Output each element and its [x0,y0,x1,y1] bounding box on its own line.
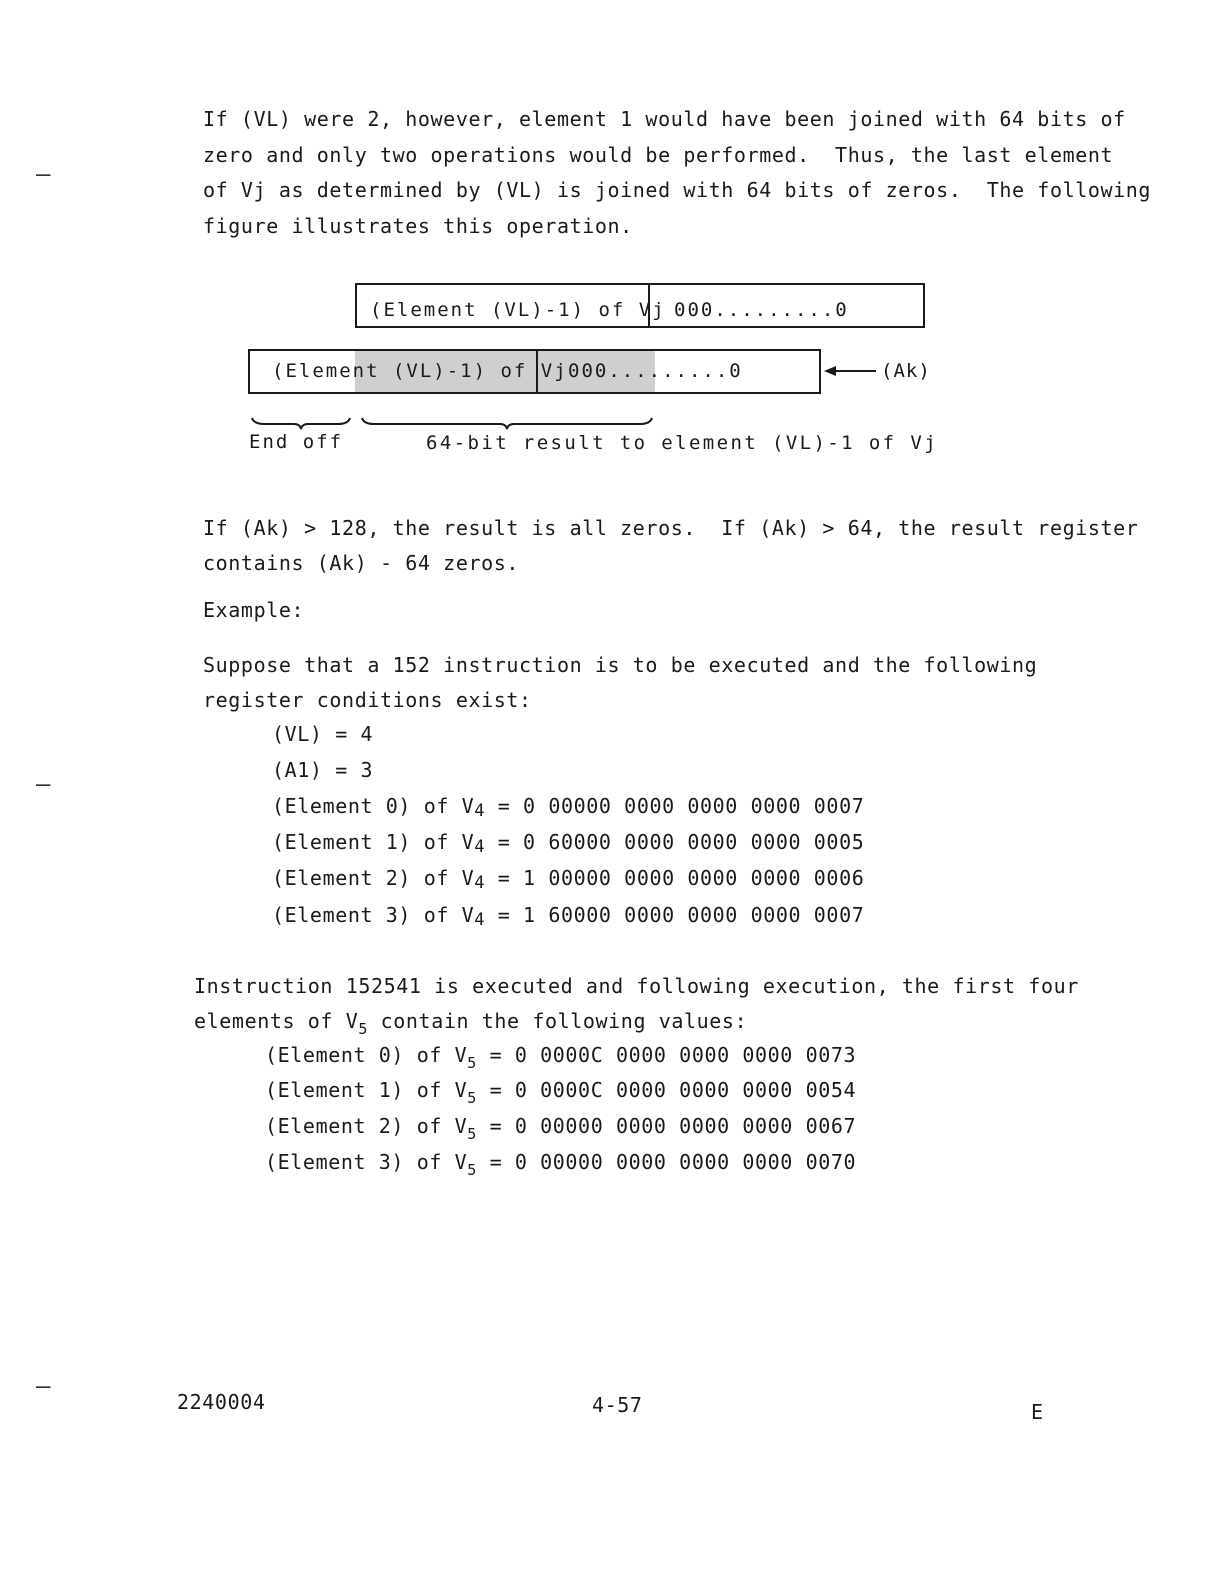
paragraph-line: If (Ak) > 128, the result is all zeros. If (Ak) > 64, the result register [203,516,1139,540]
paragraph-line: figure illustrates this operation. [203,214,633,238]
paragraph-line: of Vj as determined by (VL) is joined with 64 bits of zeros. The following [203,178,1152,202]
brace-icon [250,414,352,430]
margin-mark: ― [36,1372,51,1400]
condition-line: (A1) = 3 [272,758,374,782]
margin-mark: ― [36,160,51,188]
ak-label: (Ak) [881,360,931,382]
paragraph-line: Suppose that a 152 instruction is to be executed and the following [203,653,1038,677]
paragraph-line: elements of $V_5$ contain the following values: [194,1009,748,1038]
paragraph-line: zero and only two operations would be performed. Thus, the last element [203,143,1114,167]
v4-element-row: (Element 2) of V4 = 1 00000 0000 0000 0000 0006 [272,866,865,893]
page-number: 4-57 [592,1393,643,1417]
v5-element-row: (Element 0) of $V_5 = 0$ 0000C 0000 0000 0000 0073 [265,1043,857,1072]
margin-mark: ― [36,770,51,798]
end-off-label: End off [249,431,344,453]
v4-element-row: (Element 0) of V4 = 0 00000 0000 0000 0000 0007 [272,794,865,821]
shifted-element-label: (Element (VL)-1) of Vj [272,360,568,382]
shifted-zeros-label: 000.........0 [568,360,743,382]
v5-element-row: (Element 1) of $V_5 = 0$ 0000C 0000 0000 0000 0054 [265,1078,857,1107]
source-element-label: (Element (VL)-1) of Vj [370,299,666,321]
v5-element-row: (Element 3) of $V_5 = 0$ 00000 0000 0000 0000 0070 [265,1150,857,1179]
paragraph-line: contains (Ak) - 64 zeros. [203,551,520,575]
result-label: 64-bit result to element (VL)-1 of Vj [426,432,939,454]
revision-letter: E [1031,1400,1044,1424]
example-heading: Example: [203,598,305,622]
ak-arrow-icon [822,361,878,381]
document-number: 2240004 [177,1390,266,1414]
v4-element-row: (Element 1) of V4 = 0 60000 0000 0000 0000 0005 [272,830,865,857]
source-zeros-label: 000.........0 [674,299,849,321]
paragraph-line: Instruction 152541 is executed and following execution, the first four [194,974,1079,998]
paragraph-line: If (VL) were 2, however, element 1 would have been joined with 64 bits of [203,107,1126,131]
brace-icon [360,414,654,430]
v4-element-row: (Element 3) of V4 = 1 60000 0000 0000 0000 0007 [272,903,865,930]
condition-line: (VL) = 4 [272,722,374,746]
paragraph-line: register conditions exist: [203,688,532,712]
v5-element-row: (Element 2) of $V_5 = 0$ 00000 0000 0000 0000 0067 [265,1114,857,1143]
